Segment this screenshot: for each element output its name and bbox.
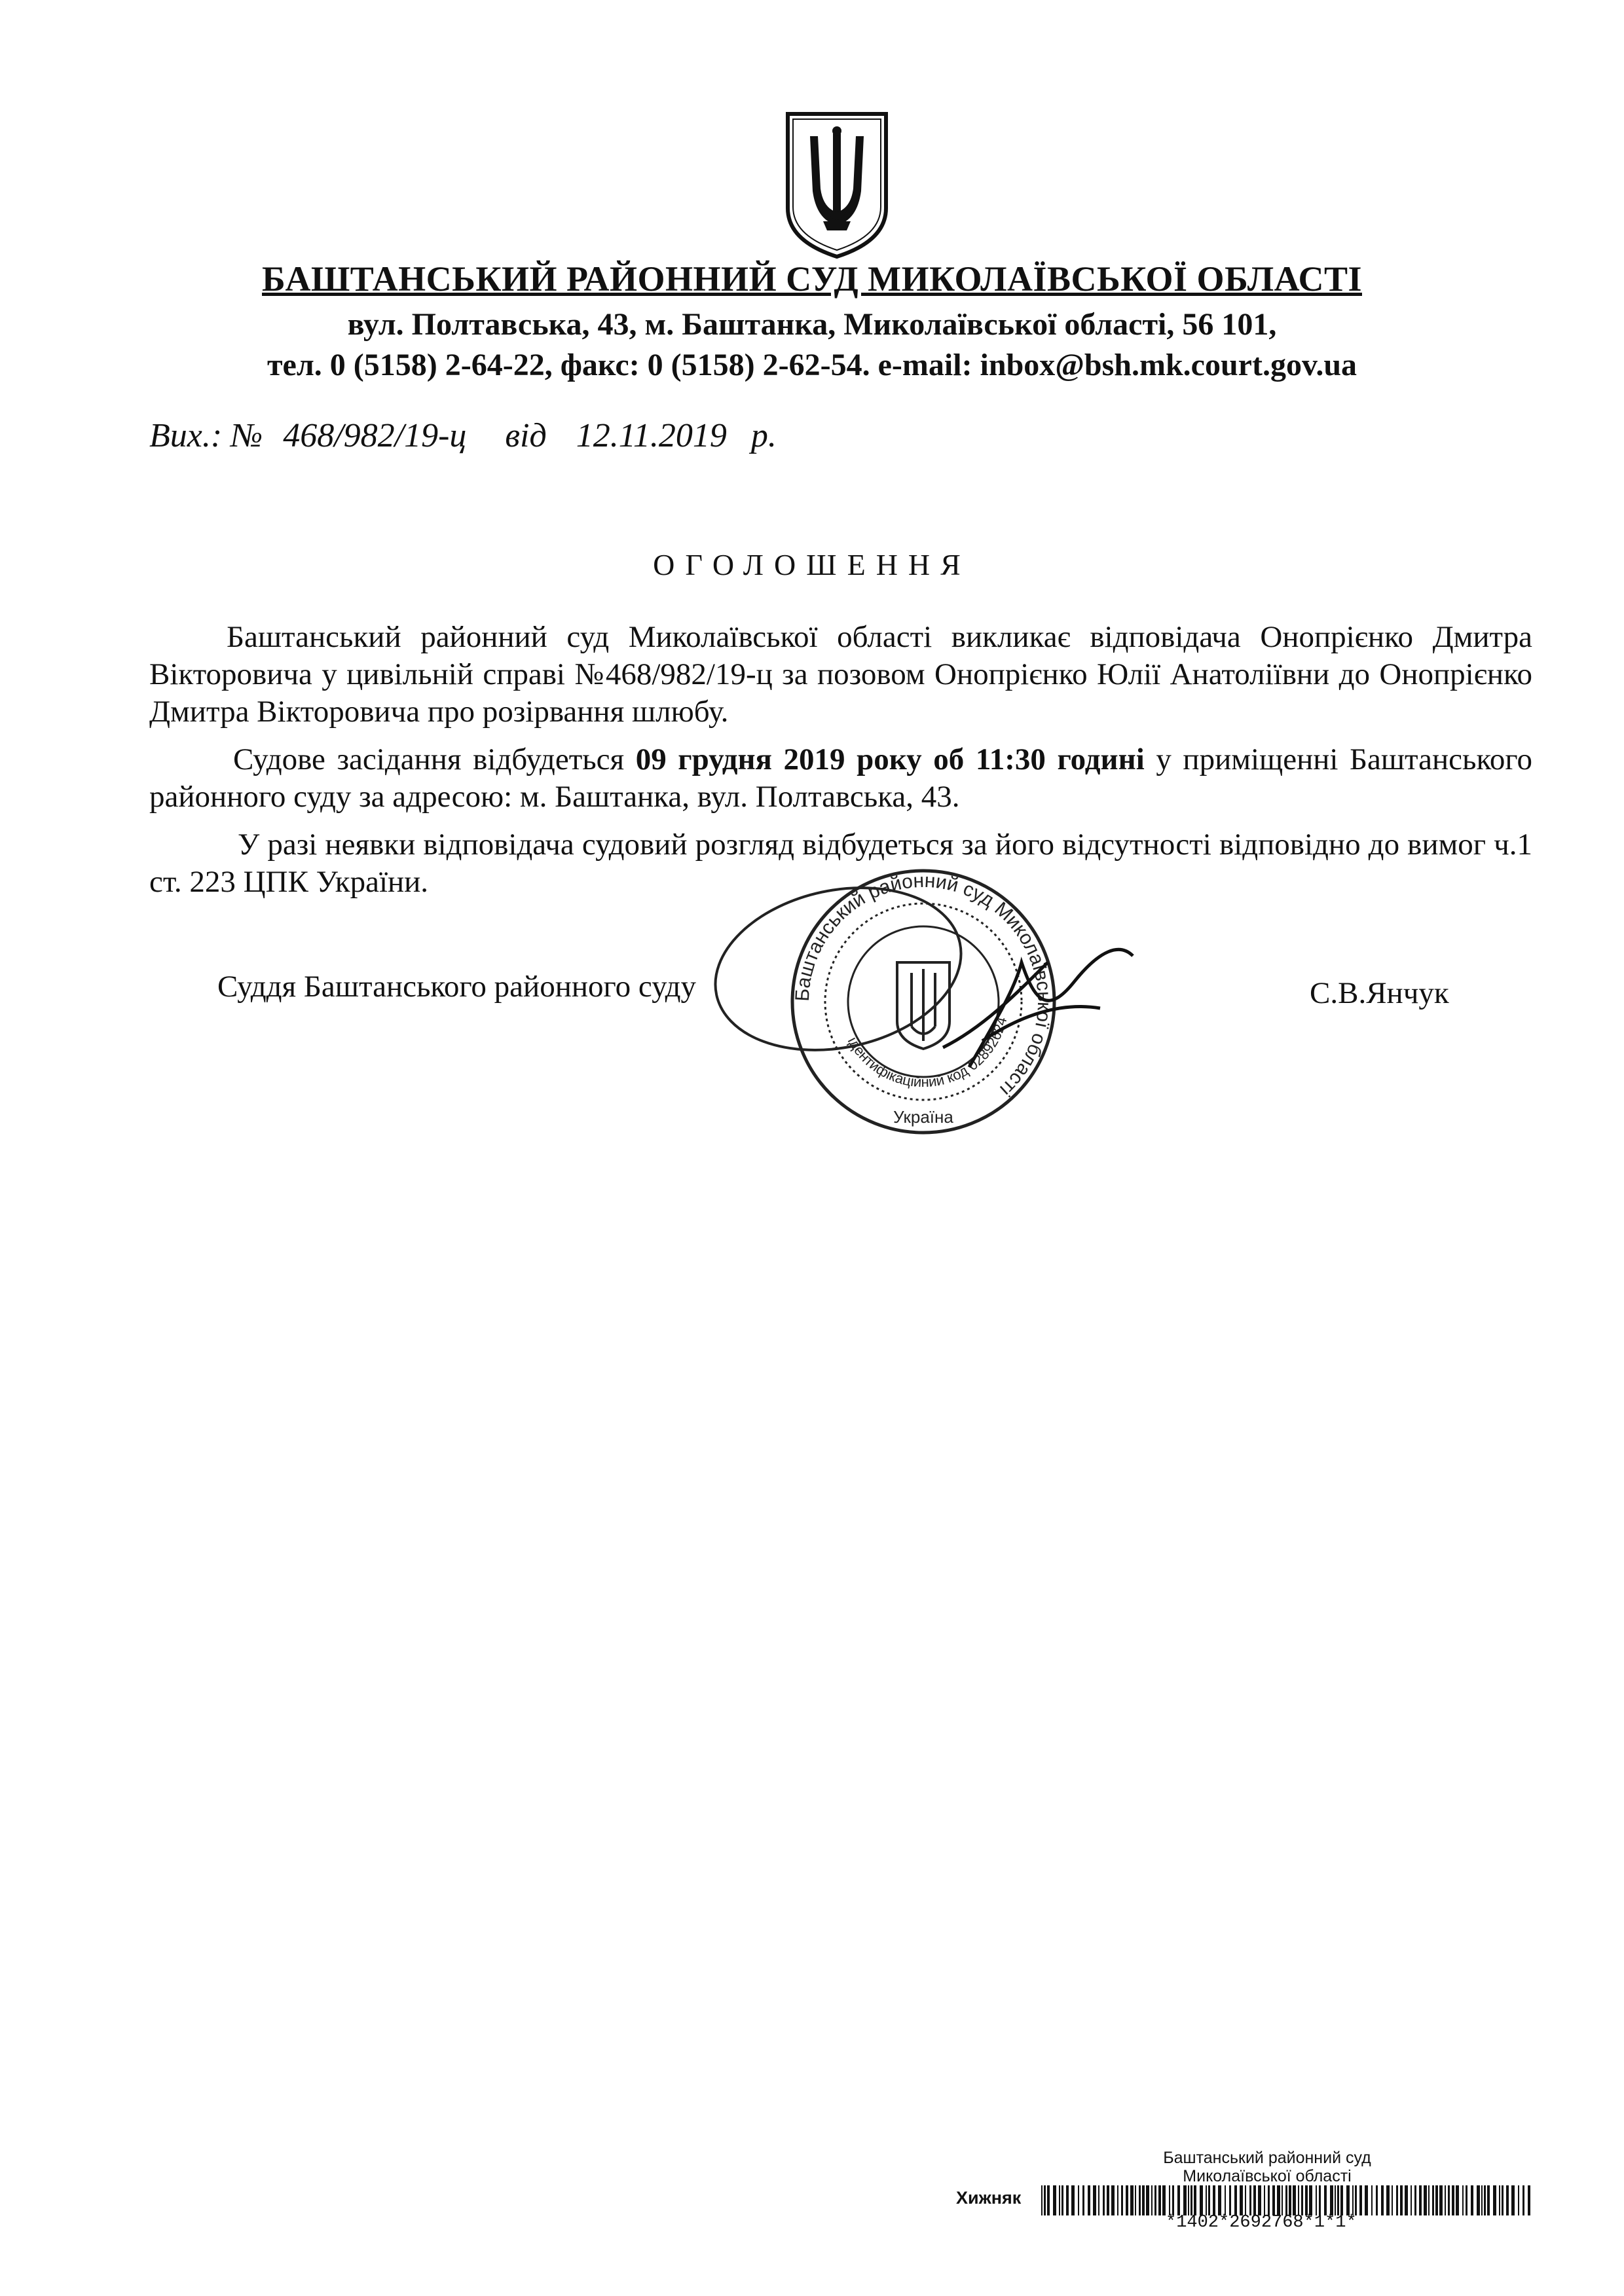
barcode-court-name: Баштанський районний суд [1163, 2149, 1371, 2167]
barcode-bar [1506, 2185, 1509, 2215]
hearing-datetime: 09 грудня 2019 року об 11:30 годині [635, 742, 1145, 776]
barcode-bar [1268, 2185, 1270, 2215]
barcode-bar [1162, 2185, 1166, 2215]
barcode-bar [1309, 2185, 1312, 2215]
barcode-bar [1319, 2185, 1321, 2215]
barcode-bar [1139, 2185, 1141, 2215]
barcode-bar [1352, 2185, 1354, 2215]
barcode-bar [1126, 2185, 1128, 2215]
barcode-bar [1340, 2185, 1343, 2215]
barcode-bar [1225, 2185, 1226, 2215]
barcode-bar [1044, 2185, 1046, 2215]
barcode-bar [1481, 2185, 1483, 2215]
barcode-bar [1111, 2185, 1115, 2215]
barcode-bar [1282, 2185, 1283, 2215]
barcode-bar [1432, 2185, 1434, 2215]
stamp-country: Україна [893, 1107, 953, 1127]
barcode-bar [1088, 2185, 1090, 2215]
barcode-bar [1371, 2185, 1373, 2215]
barcode-bar [1213, 2185, 1215, 2215]
barcode-bar [1502, 2185, 1504, 2215]
barcode-bar [1499, 2185, 1500, 2215]
barcode-bar [1419, 2185, 1422, 2215]
outgoing-number [149, 416, 777, 455]
barcode-bar [1258, 2185, 1261, 2215]
barcode-bar [1301, 2185, 1303, 2215]
barcode-bar [1289, 2185, 1291, 2215]
barcode-bar [1365, 2185, 1368, 2215]
barcode-bar [1206, 2185, 1207, 2215]
barcode-bar [1154, 2185, 1156, 2215]
hearing-location: у приміщенні Баштанського районного суду за адресою: м. Баштанка, вул. Полтавська, 43. [149, 742, 1533, 814]
judge-name: С.В.Янчук [1310, 976, 1449, 1010]
outgoing-from-label: від [505, 417, 547, 454]
barcode-bar [1183, 2185, 1187, 2215]
barcode-bar [1471, 2185, 1473, 2215]
barcode-bar [1424, 2185, 1427, 2215]
barcode-bar [1493, 2185, 1496, 2215]
hearing-intro: Судове засідання відбудеться [233, 742, 625, 776]
barcode-bar [1200, 2185, 1203, 2215]
announcement-title: ОГОЛОШЕННЯ [653, 548, 971, 581]
barcode-bar [1466, 2185, 1467, 2215]
court-stamp-seal [707, 851, 1139, 1139]
coat-of-arms-trident-icon [784, 110, 890, 259]
barcode-bar [1218, 2185, 1221, 2215]
barcode-bar [1376, 2185, 1378, 2215]
court-address: вул. Полтавська, 43, м. Баштанка, Миколаївської області, 56 101, [347, 307, 1277, 342]
barcode-bar [1061, 2185, 1063, 2215]
svg-text:ідентифікаційний код 02892624 [845, 1015, 1010, 1090]
barcode-bar [1435, 2185, 1438, 2215]
outgoing-label: Вих.: № [149, 417, 263, 454]
barcode-bar [1285, 2185, 1287, 2215]
barcode-bar [1396, 2185, 1398, 2215]
barcode-bar [1272, 2185, 1275, 2215]
barcode-bar [1445, 2185, 1446, 2215]
barcode-bar [1245, 2185, 1246, 2215]
barcode-bar [1522, 2185, 1524, 2215]
barcode-bar [1146, 2185, 1149, 2215]
barcode-bar [1293, 2185, 1296, 2215]
barcode-bar [1117, 2185, 1118, 2215]
barcode-bar [1093, 2185, 1096, 2215]
barcode-bar [1142, 2185, 1145, 2215]
barcode-bar [1194, 2185, 1196, 2215]
announcement-paragraph-1: Баштанський районний суд Миколаївської області викликає відповідача Онопрієнко Дмитра Вікторовича у цивільній справі №468/982/19-ц за позовом Онопрієнко Юлії Анатоліївни до Онопрієнко Дмитра Вікторовича про розірвання шлюбу. [149, 620, 1532, 729]
barcode-court-region: Миколаївської області [1183, 2167, 1352, 2185]
barcode-bar [1337, 2185, 1339, 2215]
barcode-code: *1402*2692768*1*1* [1166, 2213, 1357, 2232]
barcode-bar [1484, 2185, 1486, 2215]
barcode-bar [1405, 2185, 1408, 2215]
barcode-bar [1121, 2185, 1123, 2215]
barcode-bar [1078, 2185, 1079, 2215]
barcode-bar [1392, 2185, 1393, 2215]
barcode-bar [1511, 2185, 1515, 2215]
barcode-bar [1324, 2185, 1327, 2215]
barcode-bar [1386, 2185, 1390, 2215]
outgoing-date-suffix: р. [750, 417, 777, 454]
barcode-bar [1107, 2185, 1109, 2215]
announcement-paragraph-3: У разі неявки відповідача судовий розгляд відбудеться за його відсутності відповідно до вимог ч.1 ст. 223 ЦПК України. [149, 828, 1532, 899]
stamp-ring-text: Баштанський районний суд Миколаївської області [791, 869, 1056, 1101]
barcode-bar [1462, 2185, 1464, 2215]
barcode-bar [1208, 2185, 1210, 2215]
barcode-bar [1428, 2185, 1430, 2215]
barcode-bar [1477, 2185, 1480, 2215]
barcode-bar [1456, 2185, 1459, 2215]
barcode-bar [1135, 2185, 1136, 2215]
barcode-bar [1400, 2185, 1403, 2215]
barcode-bar [1229, 2185, 1231, 2215]
barcode-bar [1240, 2185, 1243, 2215]
barcode-bar [1249, 2185, 1251, 2215]
barcode-bar [1448, 2185, 1450, 2215]
outgoing-date: 12.11.2019 [576, 417, 727, 454]
barcode-bar [1158, 2185, 1161, 2215]
barcode-bar [1487, 2185, 1490, 2215]
barcode-bar [1528, 2185, 1530, 2215]
barcode-bar [1041, 2185, 1043, 2215]
barcode-bar [1234, 2185, 1237, 2215]
barcode-bar [1177, 2185, 1180, 2215]
barcode-bar [1190, 2185, 1192, 2215]
barcode-bar [1359, 2185, 1362, 2215]
barcode-bar [1452, 2185, 1454, 2215]
stamp-code-text: ідентифікаційний код 02892624 [844, 1015, 1010, 1091]
barcode-bar [1305, 2185, 1308, 2215]
barcode-bar [1082, 2185, 1084, 2215]
barcode-bar [1188, 2185, 1189, 2215]
announcement-paragraph-2 [149, 741, 1532, 816]
barcode-bar [1151, 2185, 1153, 2215]
barcode-bars [1041, 2185, 1532, 2215]
barcode-bar [1330, 2185, 1333, 2215]
barcode-clerk-name: Хижняк [956, 2188, 1022, 2208]
court-contacts: тел. 0 (5158) 2-64-22, факс: 0 (5158) 2-62-54. e-mail: inbox@bsh.mk.court.gov.ua [267, 348, 1357, 382]
barcode-bar [1439, 2185, 1443, 2215]
barcode-bar [1172, 2185, 1174, 2215]
barcode-bar [1411, 2185, 1412, 2215]
barcode-bar [1066, 2185, 1069, 2215]
barcode-bar [1059, 2185, 1060, 2215]
registration-barcode-block [956, 2141, 1545, 2259]
barcode-bar [1381, 2185, 1384, 2215]
barcode-bar [1103, 2185, 1105, 2215]
barcode-bar [1298, 2185, 1299, 2215]
barcode-bar [1053, 2185, 1056, 2215]
court-name: БАШТАНСЬКИЙ РАЙОННИЙ СУД МИКОЛАЇВСЬКОЇ ОБЛАСТІ [262, 259, 1362, 299]
barcode-bar [1277, 2185, 1280, 2215]
judge-title: Суддя Баштанського районного суду [217, 970, 697, 1004]
barcode-bar [1346, 2185, 1350, 2215]
barcode-bar [1098, 2185, 1099, 2215]
barcode-bar [1169, 2185, 1170, 2215]
outgoing-case-number: 468/982/19-ц [283, 417, 467, 454]
barcode-bar [1414, 2185, 1416, 2215]
barcode-bar [1335, 2185, 1336, 2215]
barcode-bar [1518, 2185, 1519, 2215]
barcode-bar [1130, 2185, 1134, 2215]
barcode-bar [1355, 2185, 1357, 2215]
barcode-bar [1264, 2185, 1265, 2215]
barcode-bar [1047, 2185, 1050, 2215]
barcode-bar [1316, 2185, 1317, 2215]
barcode-bar [1253, 2185, 1256, 2215]
barcode-bar [1071, 2185, 1075, 2215]
